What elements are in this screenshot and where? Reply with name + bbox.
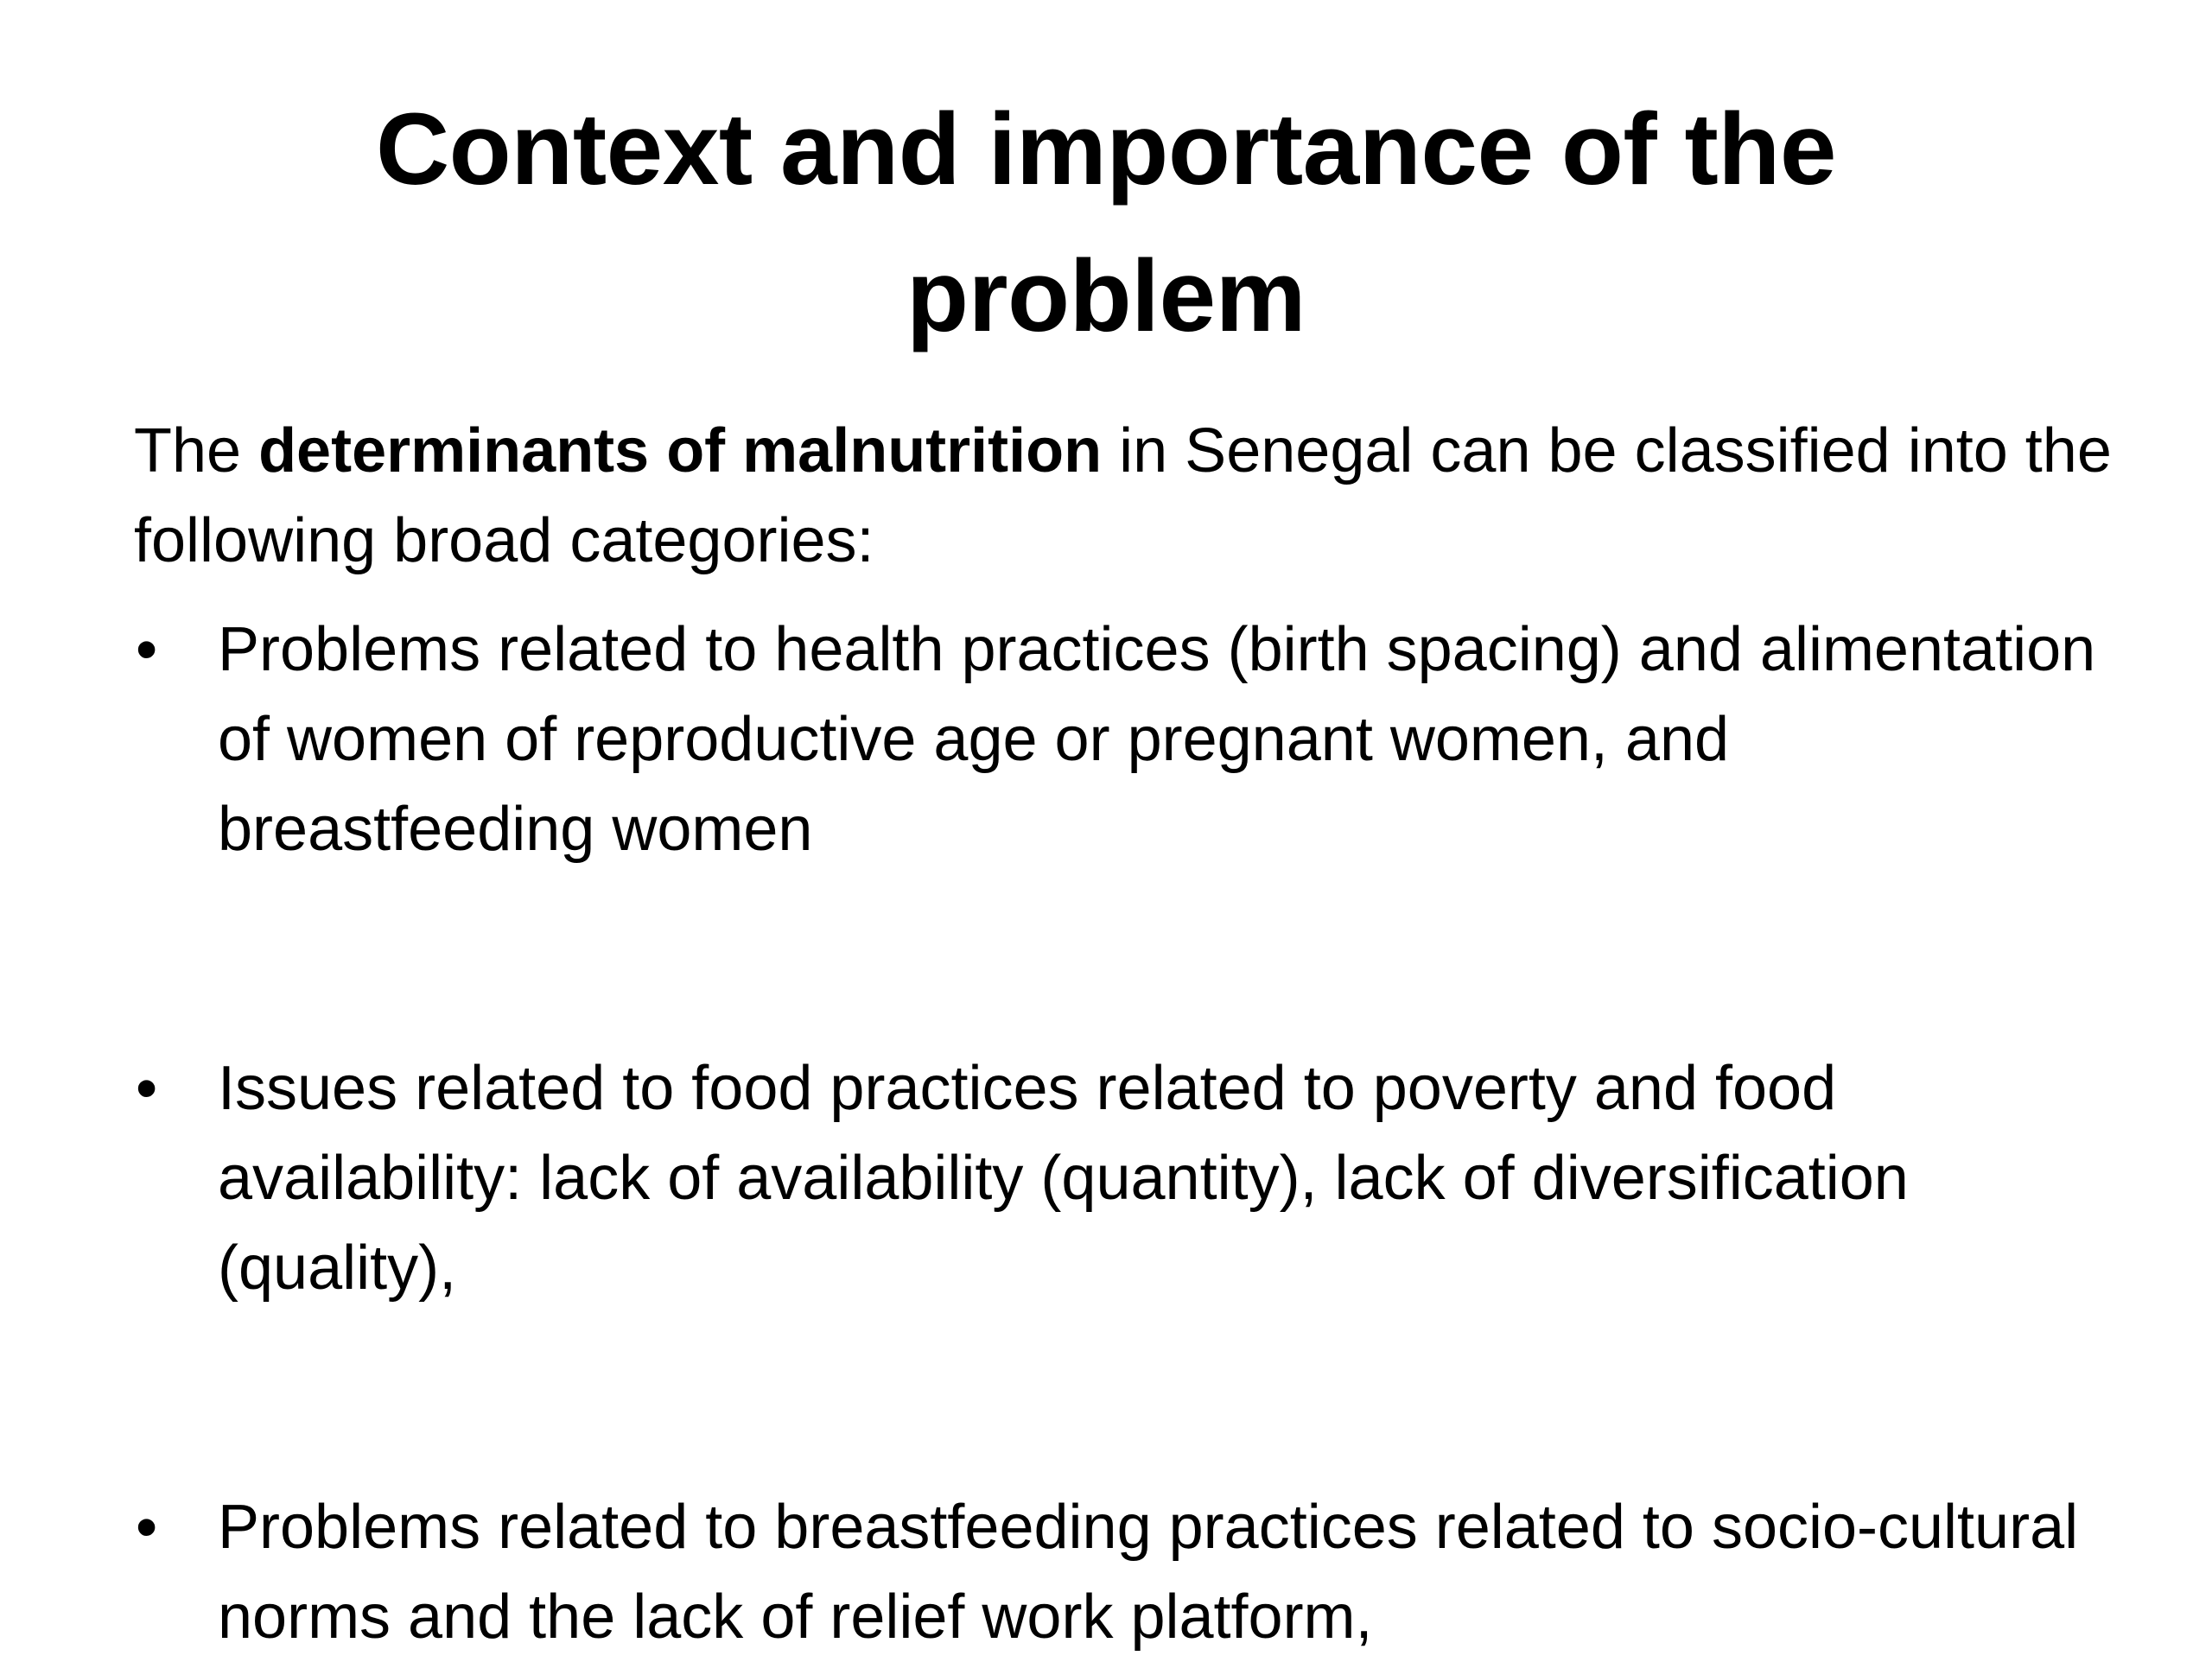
intro-prefix: The xyxy=(134,416,259,485)
bullet-text: Issues related to food practices related to poverty and food availability: lack of availability (quantity), lack of diversification (quality), xyxy=(218,1054,1909,1303)
bullet-text: Problems related to breastfeeding practices related to socio-cultural norms and the lack of relief work platform, xyxy=(218,1493,2079,1652)
slide-body xyxy=(134,406,2121,1662)
bullet-list xyxy=(134,605,2121,1662)
intro-bold-term: determinants of malnutrition xyxy=(258,416,1103,485)
intro-paragraph xyxy=(134,406,2121,586)
intro-suffix: in Senegal can be classified into the following broad categories: xyxy=(134,416,2112,575)
list-item xyxy=(134,1482,2121,1662)
bullet-text: Problems related to health practices (birth spacing) and alimentation of women of reproductive age or pregnant women, and breastfeeding women xyxy=(218,615,2096,864)
list-item xyxy=(134,1044,2121,1313)
slide-title: Context and importance of the problem xyxy=(375,92,1837,353)
list-item xyxy=(134,605,2121,874)
bullet-icon: • xyxy=(136,1493,158,1562)
bullet-icon: • xyxy=(136,615,158,684)
bullet-icon: • xyxy=(136,1054,158,1123)
